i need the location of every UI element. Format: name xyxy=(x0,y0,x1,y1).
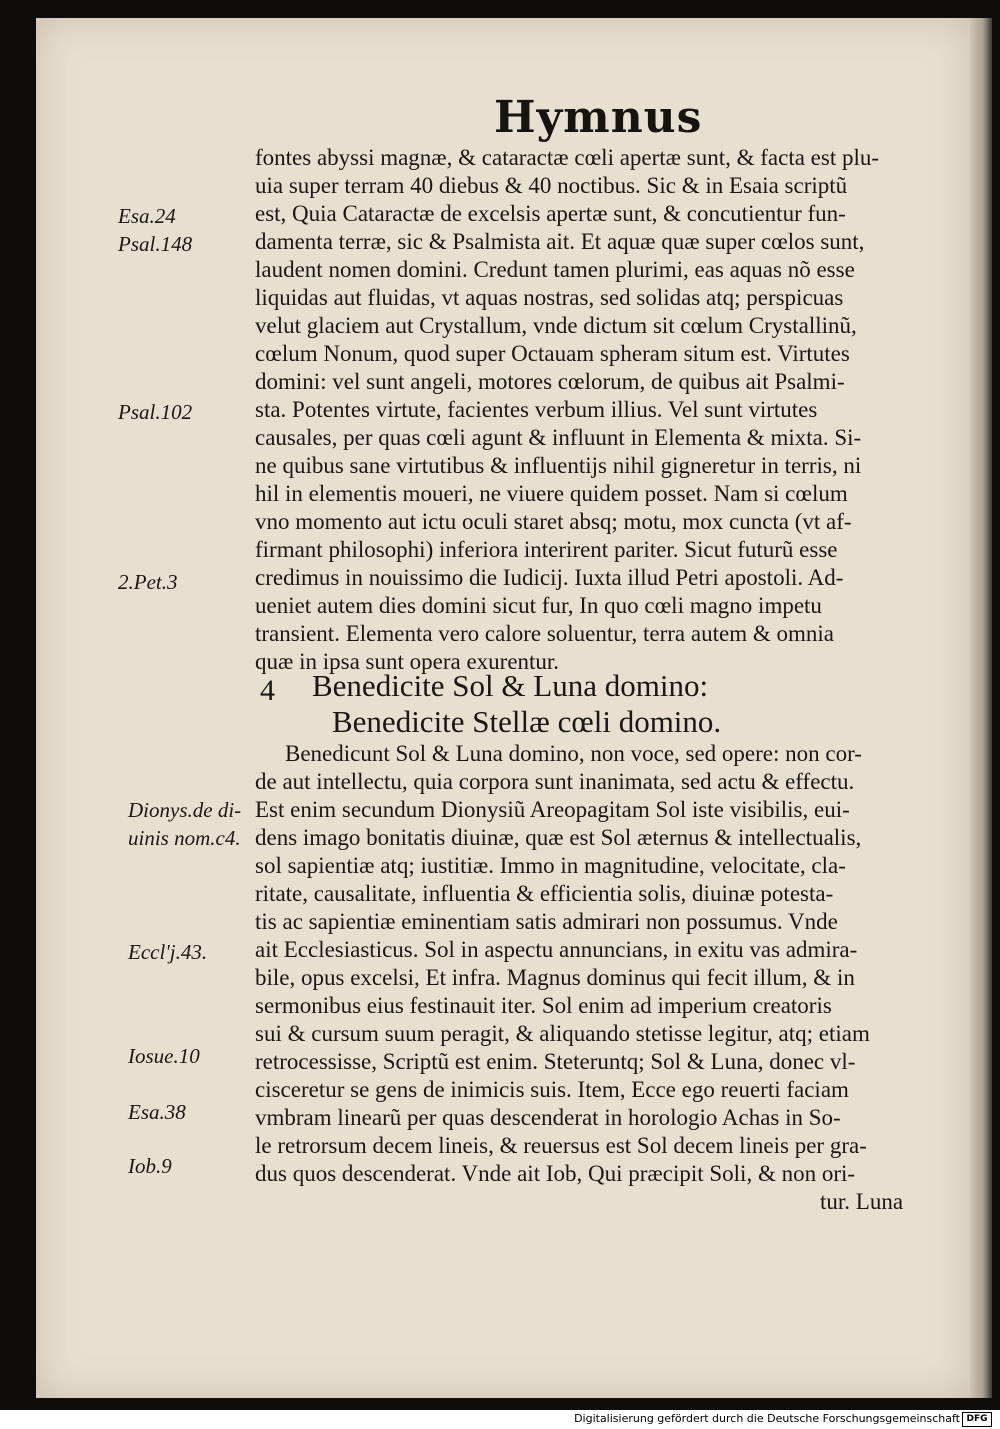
body-line: ne quibus sane virtutibus & influentijs nihil gigneretur in terris, ni xyxy=(255,453,862,478)
body-line: uia super terram 40 diebus & 40 noctibus. Sic & in Esaia scriptũ xyxy=(255,173,848,198)
body-line: le retrorsum decem lineis, & reuersus est Sol decem lineis per gra- xyxy=(255,1133,867,1158)
margin-note: uinis nom.c4. xyxy=(128,826,241,850)
body-line: dens imago bonitatis diuinæ, quæ est Sol æternus & intellectualis, xyxy=(255,825,862,850)
catchword-line: tur. Luna xyxy=(820,1189,904,1214)
margin-note: Esa.38 xyxy=(128,1100,186,1124)
margin-note: 2.Pet.3 xyxy=(118,570,178,594)
margin-note: Psal.102 xyxy=(118,400,193,424)
running-head: Hymnus xyxy=(494,92,703,143)
body-line: hil in elementis moueri, ne viuere quidem posset. Nam si cœlum xyxy=(255,481,848,506)
body-line: retrocessisse, Scriptũ est enim. Steteruntq; Sol & Luna, donec vl- xyxy=(255,1049,856,1074)
body-line: sui & cursum suum peragit, & aliquando stetisse legitur, atq; etiam xyxy=(255,1021,870,1046)
body-line: laudent nomen domini. Credunt tamen plurimi, eas aquas nõ esse xyxy=(255,257,855,282)
footer-credit: Digitalisierung gefördert durch die Deutsche Forschungsgemeinschaft xyxy=(574,1412,960,1425)
margin-note: Eccl'j.43. xyxy=(128,940,208,964)
body-line: quæ in ipsa sunt opera exurentur. xyxy=(255,649,560,674)
body-line: Benedicunt Sol & Luna domino, non voce, sed opere: non cor- xyxy=(285,741,862,766)
body-line: velut glaciem aut Crystallum, vnde dictum sit cœlum Crystallinũ, xyxy=(255,313,857,338)
body-line: ritate, causalitate, influentia & efficientia solis, diuinæ potesta- xyxy=(255,881,834,906)
body-line: transient. Elementa vero calore soluentur, terra autem & omnia xyxy=(255,621,834,646)
body-line: domini: vel sunt angeli, motores cœlorum, de quibus ait Psalmi- xyxy=(255,369,845,394)
body-line: causales, per quas cœli agunt & influunt in Elementa & mixta. Si- xyxy=(255,425,862,450)
body-line: ueniet autem dies domini sicut fur, In quo cœli magno impetu xyxy=(255,593,822,618)
body-line: de aut intellectu, quia corpora sunt inanimata, sed actu & effectu. xyxy=(255,769,855,794)
verse-number: 4 xyxy=(260,674,275,707)
margin-note: Dionys.de di- xyxy=(128,798,242,822)
body-line: liquidas aut fluidas, vt aquas nostras, sed solidas atq; perspicuas xyxy=(255,285,844,310)
body-line: ait Ecclesiasticus. Sol in aspectu annuncians, in exitu vas admira- xyxy=(255,937,858,962)
body-line: cisceretur se gens de inimicis suis. Item, Ecce ego reuerti faciam xyxy=(255,1077,849,1102)
margin-note: Psal.148 xyxy=(118,232,193,256)
body-line: credimus in nouissimo die Iudicij. Iuxta illud Petri apostoli. Ad- xyxy=(255,565,844,590)
body-line: vno momento aut ictu oculi staret absq; motu, mox cuncta (vt af- xyxy=(255,509,852,534)
margin-note: Esa.24 xyxy=(118,204,176,228)
body-line: damenta terræ, sic & Psalmista ait. Et aquæ quæ super cœlos sunt, xyxy=(255,229,865,254)
body-line: Est enim secundum Dionysiũ Areopagitam Sol iste visibilis, eui- xyxy=(255,797,850,822)
verse-line: Benedicite Stellæ cœli domino. xyxy=(332,704,722,739)
margin-note: Iob.9 xyxy=(128,1154,172,1178)
body-line: sta. Potentes virtute, facientes verbum illius. Vel sunt virtutes xyxy=(255,397,818,422)
body-line: tis ac sapientiæ eminentiam satis admirari non possumus. Vnde xyxy=(255,909,838,934)
body-line: est, Quia Cataractæ de excelsis apertæ sunt, & concutientur fun- xyxy=(255,201,846,226)
verse-line: Benedicite Sol & Luna domino: xyxy=(312,668,709,703)
body-line: dus quos descenderat. Vnde ait Iob, Qui præcipit Soli, & non ori- xyxy=(255,1161,856,1186)
footer-bar xyxy=(0,1410,1000,1429)
body-line: firmant philosophi) inferiora interirent pariter. Sicut futurũ esse xyxy=(255,537,838,562)
body-line: vmbram linearũ per quas descenderat in horologio Achas in So- xyxy=(255,1105,841,1130)
dfg-logo: DFG xyxy=(962,1412,992,1427)
body-line: bile, opus excelsi, Et infra. Magnus dominus qui fecit illum, & in xyxy=(255,965,855,990)
body-line: cœlum Nonum, quod super Octauam spheram situm est. Virtutes xyxy=(255,341,850,366)
page-edge xyxy=(970,18,992,1398)
body-line: sol sapientiæ atq; iustitiæ. Immo in magnitudine, velocitate, cla- xyxy=(255,853,846,878)
body-line: fontes abyssi magnæ, & cataractæ cœli apertæ sunt, & facta est plu- xyxy=(255,145,880,170)
margin-note: Iosue.10 xyxy=(128,1044,200,1068)
body-line: sermonibus eius festinauit iter. Sol enim ad imperium creatoris xyxy=(255,993,832,1018)
